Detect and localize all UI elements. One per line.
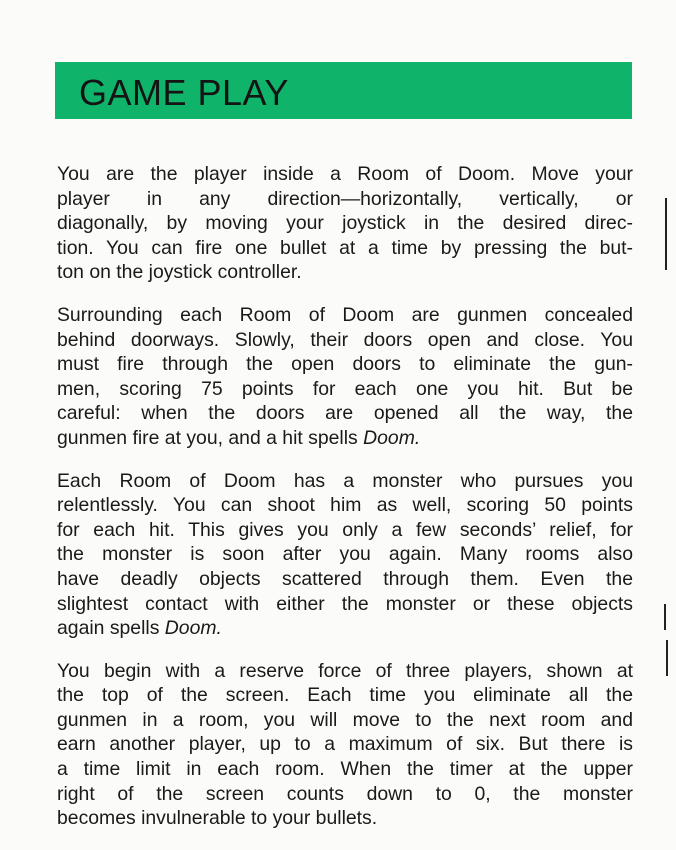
text-line <box>57 426 633 451</box>
text-line: becomes invulnerable to your bullets. <box>57 807 378 830</box>
text-line: the top of the screen. Each time you eliminate all the <box>57 684 633 707</box>
text-line: have deadly objects scattered through them. Even the <box>57 567 633 590</box>
scan-edge-mark <box>666 640 668 676</box>
text-line: diagonally, by moving your joystick in the desired direc- <box>57 212 633 235</box>
paragraph-3 <box>57 469 633 641</box>
text-line: gunmen in a room, you will move to the next room and <box>57 708 633 731</box>
text-line: careful: when the doors are opened all the way, the <box>57 402 633 425</box>
text-line: earn another player, up to a maximum of six. But there is <box>57 733 633 756</box>
text-line: You are the player inside a Room of Doom. Move your <box>57 163 633 185</box>
text-line: slightest contact with either the monster or these objects <box>57 592 633 615</box>
text-line: for each hit. This gives you only a few seconds’ relief, for <box>57 518 633 541</box>
text-line: men, scoring 75 points for each one you hit. But be <box>57 377 633 400</box>
text-line: tion. You can fire one bullet at a time by pressing the but- <box>57 236 633 259</box>
text-line: player in any direction—horizontally, vertically, or <box>57 187 633 210</box>
text-line: Each Room of Doom has a monster who pursues you <box>57 469 633 492</box>
text-line: Surrounding each Room of Doom are gunmen concealed <box>57 303 633 326</box>
section-header-bar <box>55 62 632 119</box>
text-line: the monster is soon after you again. Many rooms also <box>57 543 633 566</box>
text-line: must fire through the open doors to eliminate the gun- <box>57 353 633 376</box>
text-line: ton on the joystick controller. <box>57 261 302 284</box>
body-text <box>57 162 633 849</box>
scan-edge-mark <box>664 604 666 630</box>
emphasis-doom: Doom. <box>363 426 421 449</box>
paragraph-4 <box>57 659 633 831</box>
text-line: relentlessly. You can shoot him as well, scoring 50 points <box>57 494 633 517</box>
scan-edge-mark <box>665 198 667 270</box>
text-line-prefix: again spells <box>57 617 165 640</box>
text-line-prefix: gunmen fire at you, and a hit spells <box>57 426 364 449</box>
text-line: right of the screen counts down to 0, the monster <box>57 782 633 805</box>
paragraph-1 <box>57 162 633 285</box>
text-line: You begin with a reserve force of three players, shown at <box>57 659 633 682</box>
emphasis-doom: Doom. <box>164 617 222 640</box>
paragraph-2 <box>57 303 633 451</box>
text-line <box>57 616 633 641</box>
section-title: GAME PLAY <box>79 72 289 113</box>
text-line: behind doorways. Slowly, their doors open and close. You <box>57 328 633 351</box>
text-line: a time limit in each room. When the timer at the upper <box>57 758 633 781</box>
